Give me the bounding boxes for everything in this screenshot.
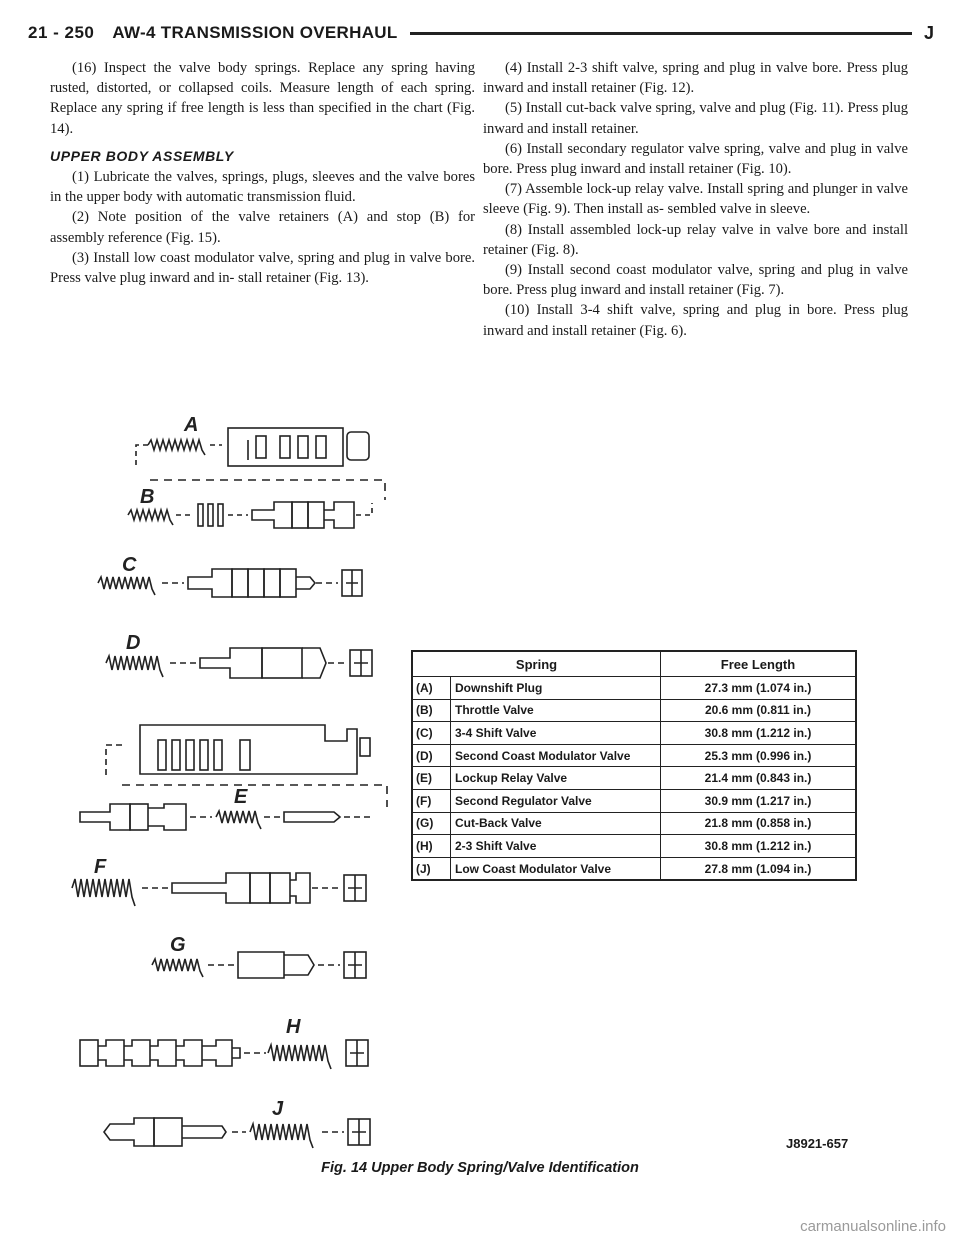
valve-assembly-h <box>80 1040 368 1069</box>
intro-paragraph: (16) Inspect the valve body springs. Replace any spring having rusted, distorted, or collapsed coils. Measure length of each spring. Replace any spring if free length is less than specified in the chart (Fig. 14). <box>50 60 475 137</box>
table-row <box>412 699 856 722</box>
row-name: 3-4 Shift Valve <box>451 722 661 745</box>
valve-assembly-b <box>128 502 372 528</box>
row-name: Lockup Relay Valve <box>451 767 661 790</box>
row-name: Second Coast Modulator Valve <box>451 744 661 767</box>
row-code: (A) <box>412 677 451 700</box>
callout-c: C <box>122 554 137 576</box>
table-row <box>412 812 856 835</box>
valve-assembly-f <box>72 873 366 906</box>
table-row <box>412 722 856 745</box>
step-9: (9) Install second coast modulator valve, spring and plug in valve bore. Press plug inward and install retainer (Fig. 7). <box>483 262 908 299</box>
step-4: (4) Install 2-3 shift valve, spring and plug in valve bore. Press plug inward and install retainer (Fig. 12). <box>483 60 908 97</box>
page-title: AW-4 TRANSMISSION OVERHAUL <box>112 23 398 42</box>
figure-caption: Fig. 14 Upper Body Spring/Valve Identification <box>321 1160 639 1176</box>
row-name: Second Regulator Valve <box>451 789 661 812</box>
callout-d: D <box>126 632 141 654</box>
step-1: (1) Lubricate the valves, springs, plugs, sleeves and the valve bores in the upper body with automatic transmission fluid. <box>50 169 475 206</box>
step-8: (8) Install assembled lock-up relay valve in valve bore and install retainer (Fig. 8). <box>483 221 908 258</box>
row-code: (H) <box>412 835 451 858</box>
callout-h: H <box>286 1016 301 1038</box>
step-10: (10) Install 3-4 shift valve, spring and plug in bore. Press plug inward and install retainer (Fig. 6). <box>483 302 908 339</box>
row-length: 30.8 mm (1.212 in.) <box>661 835 857 858</box>
header-letter: J <box>923 22 934 43</box>
valve-assembly-a <box>136 428 385 500</box>
table-row <box>412 857 856 880</box>
row-length: 27.3 mm (1.074 in.) <box>661 677 857 700</box>
callout-b: B <box>140 486 155 508</box>
step-2: (2) Note position of the valve retainers (A) and stop (B) for assembly reference (Fig. 15). <box>50 209 475 246</box>
row-length: 27.8 mm (1.094 in.) <box>661 857 857 880</box>
table-row <box>412 835 856 858</box>
row-code: (B) <box>412 699 451 722</box>
callout-a: A <box>184 414 199 436</box>
row-length: 25.3 mm (0.996 in.) <box>661 744 857 767</box>
table-row <box>412 677 856 700</box>
watermark: carmanualsonline.info <box>800 1218 946 1235</box>
page-header <box>28 18 934 48</box>
step-6: (6) Install secondary regulator valve spring, valve and plug in valve bore. Press plug inward and install retainer (Fig. 10). <box>483 140 908 178</box>
row-code: (C) <box>412 722 451 745</box>
valve-assembly-c <box>98 569 362 597</box>
step-3: (3) Install low coast modulator valve, spring and plug in valve bore. Press valve plug inward and in- stall retainer (Fig. 13). <box>50 249 475 287</box>
row-code: (E) <box>412 767 451 790</box>
row-code: (G) <box>412 812 451 835</box>
callout-g: G <box>170 934 186 956</box>
row-code: (J) <box>412 857 451 880</box>
figure-id: J8921-657 <box>786 1136 849 1151</box>
valve-assembly-j <box>104 1118 370 1148</box>
step-5: (5) Install cut-back valve spring, valve and plug (Fig. 11). Press plug inward and install retainer. <box>483 100 908 137</box>
row-name: 2-3 Shift Valve <box>451 835 661 858</box>
row-name: Cut-Back Valve <box>451 812 661 835</box>
row-code: (F) <box>412 789 451 812</box>
row-name: Throttle Valve <box>451 699 661 722</box>
row-length: 30.8 mm (1.212 in.) <box>661 722 857 745</box>
header-rule <box>410 32 912 35</box>
valve-assembly-e <box>80 725 387 830</box>
valve-spring-figure <box>60 410 880 1160</box>
row-length: 21.8 mm (0.858 in.) <box>661 812 857 835</box>
row-length: 21.4 mm (0.843 in.) <box>661 767 857 790</box>
row-name: Low Coast Modulator Valve <box>451 857 661 880</box>
row-length: 30.9 mm (1.217 in.) <box>661 789 857 812</box>
row-code: (D) <box>412 744 451 767</box>
right-column <box>483 58 908 341</box>
section-heading: UPPER BODY ASSEMBLY <box>50 147 234 164</box>
row-length: 20.6 mm (0.811 in.) <box>661 699 857 722</box>
table-header-row <box>412 651 856 677</box>
valve-exploded-drawing <box>60 410 410 1160</box>
table-row <box>412 767 856 790</box>
table-row <box>412 789 856 812</box>
row-name: Downshift Plug <box>451 677 661 700</box>
callout-e: E <box>234 786 248 808</box>
header-free-length: Free Length <box>661 651 857 677</box>
spring-length-table <box>411 650 857 881</box>
valve-assembly-d <box>106 648 372 678</box>
header-spring: Spring <box>412 651 661 677</box>
table-row <box>412 744 856 767</box>
left-column <box>50 58 475 288</box>
callout-f: F <box>94 856 107 878</box>
page-number: 21 - 250 <box>28 23 95 42</box>
callout-j: J <box>272 1098 284 1120</box>
step-7: (7) Assemble lock-up relay valve. Install spring and plunger in valve sleeve (Fig. 9). Then install as- sembled valve in sleeve. <box>483 181 908 218</box>
